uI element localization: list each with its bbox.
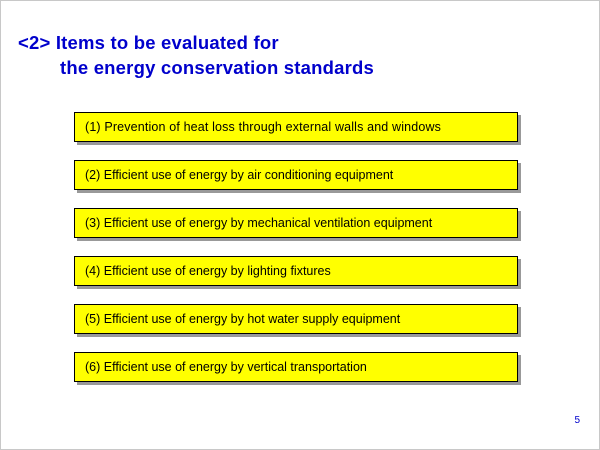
page-title-line-1: <2> Items to be evaluated for [18,32,279,53]
list-item [74,112,518,142]
list-item-label: (6) Efficient use of energy by vertical transportation [85,360,367,374]
list-item [74,160,518,190]
page-number: 5 [574,415,580,426]
slide-title [18,30,558,80]
page-title-line-2: the energy conservation standards [60,57,374,78]
list-item-label: (5) Efficient use of energy by hot water supply equipment [85,312,401,326]
list-item-label: (2) Efficient use of energy by air conditioning equipment [85,168,394,182]
item-list [74,112,518,400]
list-item-label: (3) Efficient use of energy by mechanical ventilation equipment [85,216,433,230]
list-item [74,304,518,334]
list-item [74,256,518,286]
list-item-label: (4) Efficient use of energy by lighting fixtures [85,264,331,278]
list-item-label: (1) Prevention of heat loss through external walls and windows [85,120,442,134]
list-item [74,352,518,382]
list-item [74,208,518,238]
